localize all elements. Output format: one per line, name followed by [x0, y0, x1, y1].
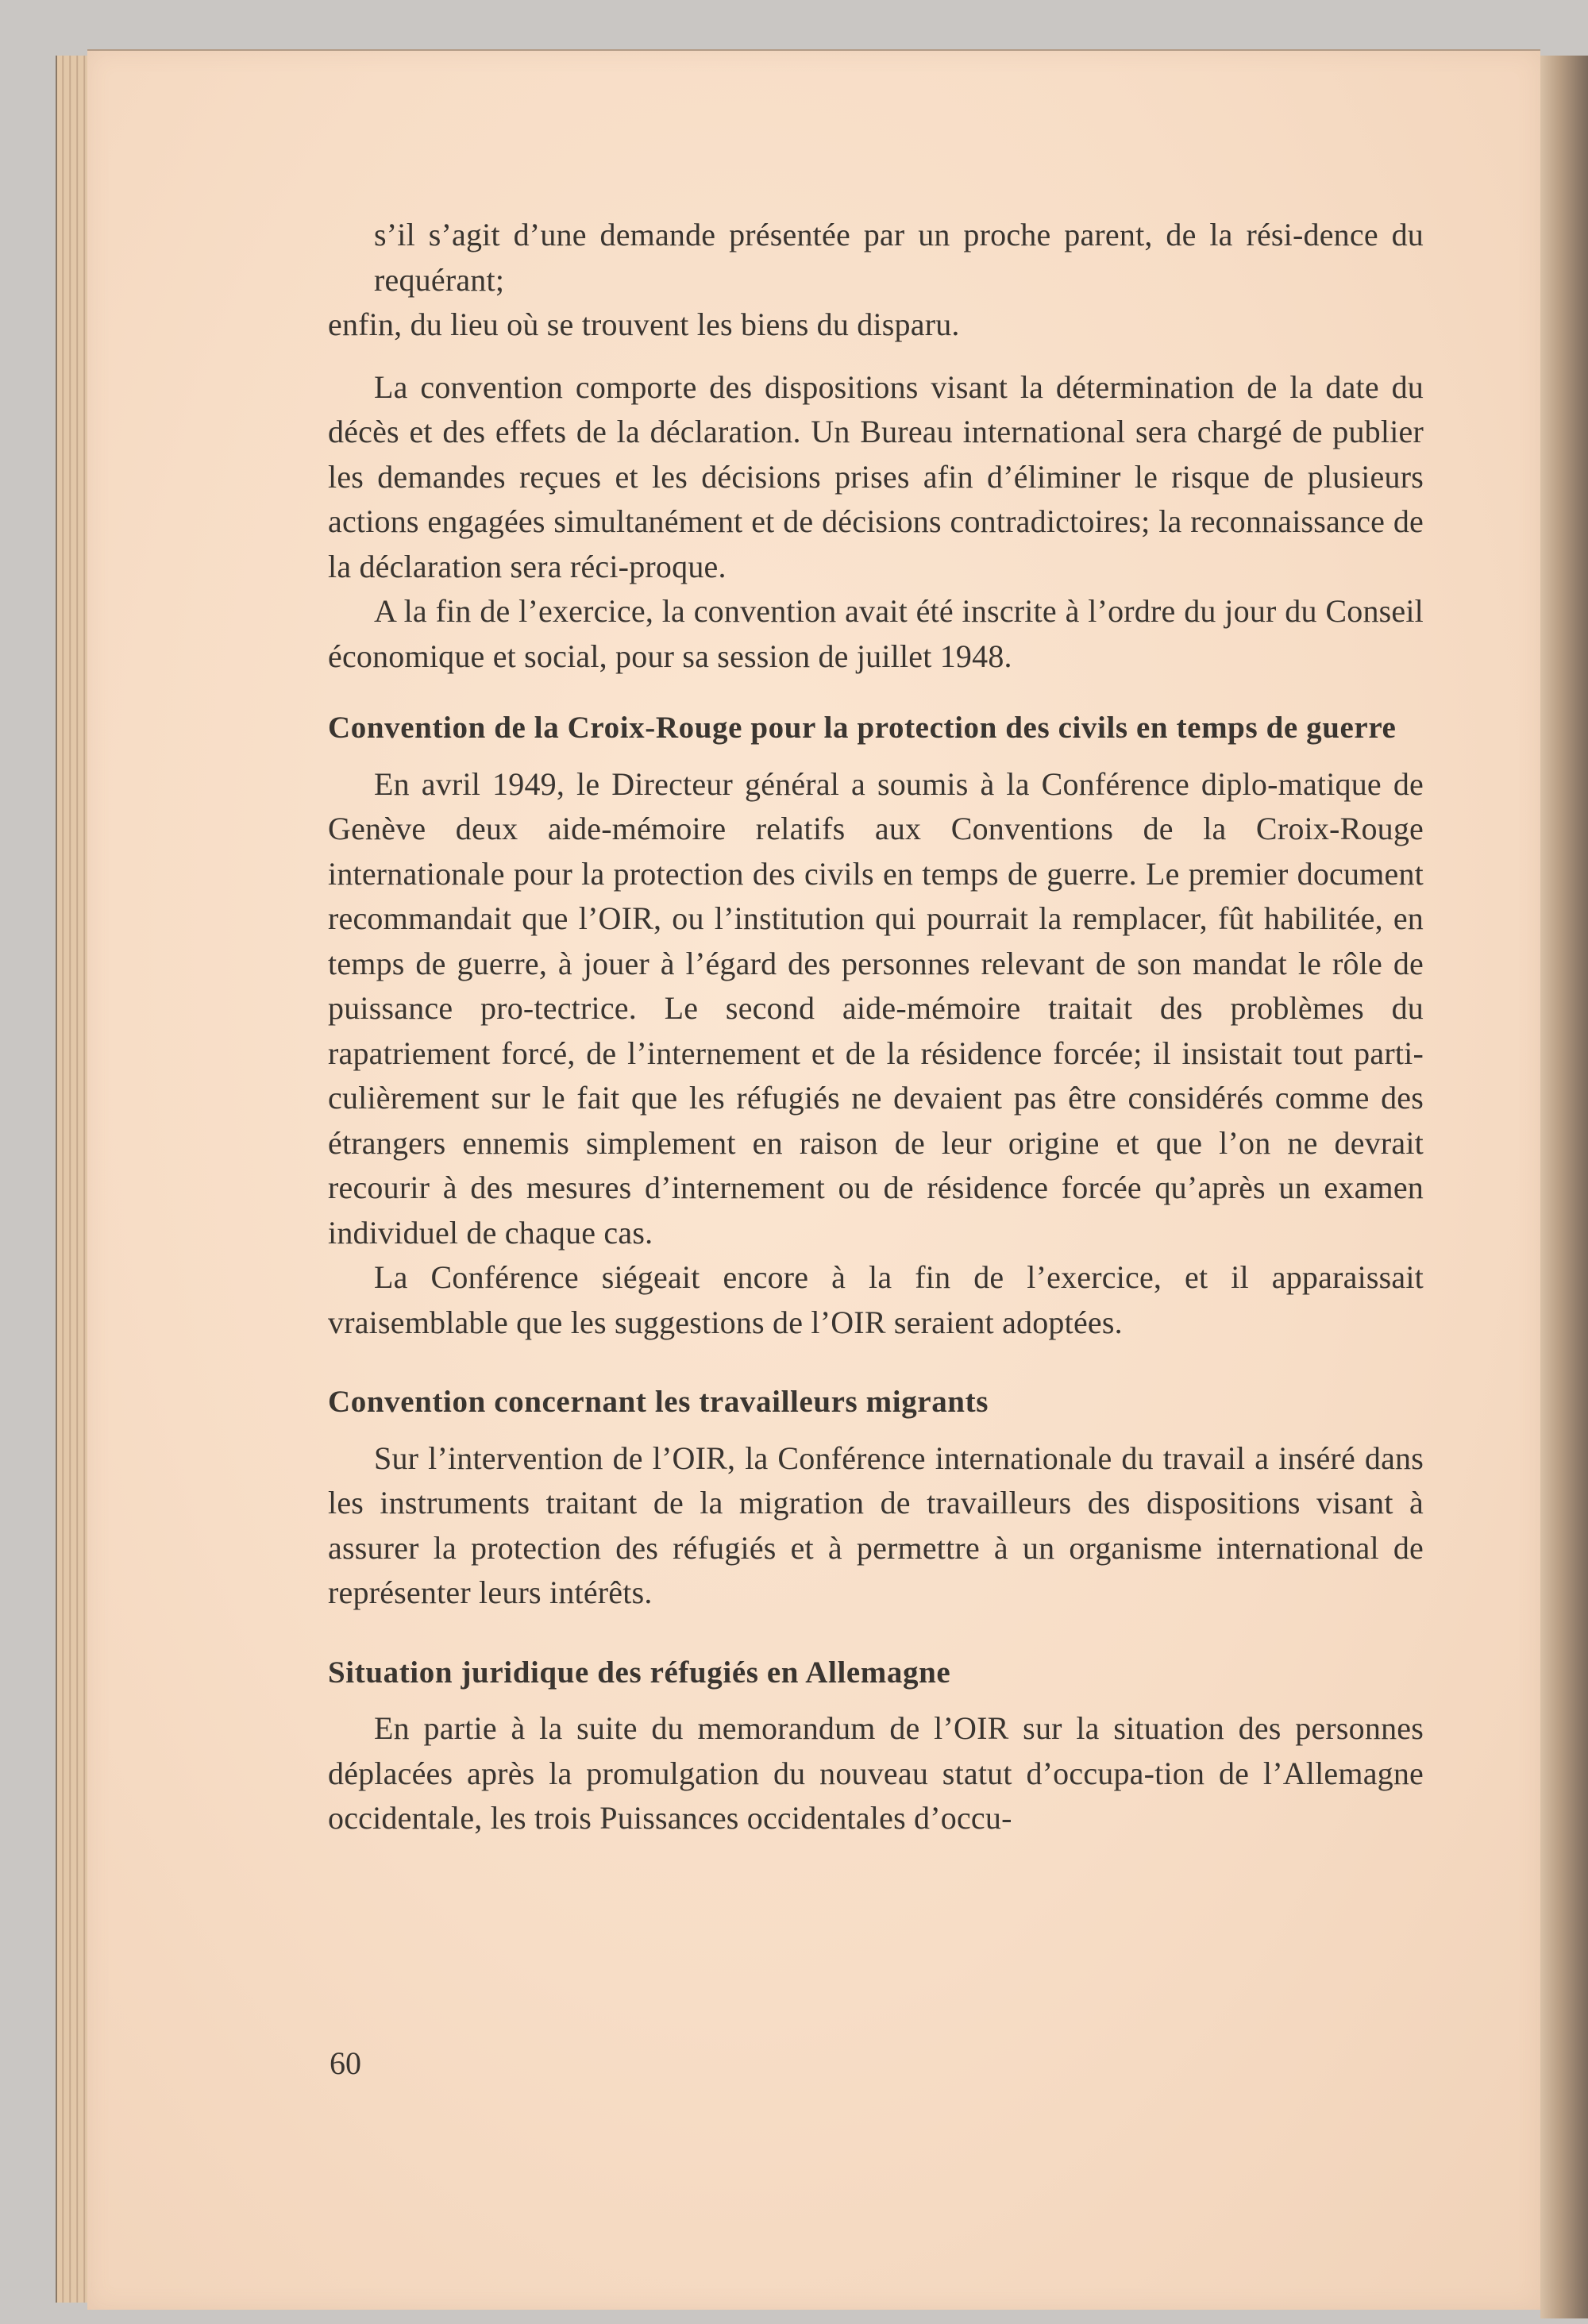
paragraph: Sur l’intervention de l’OIR, la Conférence internationale du travail a inséré dans les instruments traitant de la migration de travailleurs des dispositions visant à assurer la protection des réfugiés et à permettre à un organisme international de représenter leurs intérêts.: [328, 1439, 1424, 1610]
section-heading: Situation juridique des réfugiés en Allemagne: [328, 1655, 951, 1690]
book-gutter: [1540, 56, 1588, 2318]
paragraph: En partie à la suite du memorandum de l’OIR sur la situation des personnes déplacées après la promulgation du nouveau statut d’occupa-tion de l’Allemagne occidentale, les trois Puissances occidentales d’occu-: [328, 1710, 1424, 1836]
paragraph: En avril 1949, le Directeur général a soumis à la Conférence diplo-matique de Genève deux aide-mémoire relatifs aux Conventions de la Croix-Rouge internationale pour la protection des civils en temps de guerre. Le premier document recommandait que l’OIR, ou l’institution qui pourrait la remplacer, fût habilitée, en temps de guerre, à jouer à l’égard des personnes relevant de son mandat le rôle de puissance pro-tectrice. Le second aide-mémoire traitait des problèmes du rapatriement forcé, de l’internement et de la résidence forcée; il insistait tout parti-culièrement sur le fait que les réfugiés ne devaient pas être considérés comme des étrangers ennemis simplement en raison de leur origine et que l’on ne devrait recourir à des mesures d’internement ou de résidence forcée qu’après un examen individuel de chaque cas.: [328, 765, 1424, 1251]
paragraph: A la fin de l’exercice, la convention avait été inscrite à l’ordre du jour du Conseil économique et social, pour sa session de juillet 1948.: [328, 593, 1424, 674]
paragraph: La Conférence siégeait encore à la fin de l’exercice, et il apparaissait vraisemblable que les suggestions de l’OIR seraient adoptées.: [328, 1259, 1424, 1340]
section-heading: Convention concernant les travailleurs migrants: [328, 1385, 989, 1419]
page-text: [328, 213, 1424, 1841]
paragraph: La convention comporte des dispositions visant la détermination de la date du décès et des effets de la déclaration. Un Bureau international sera chargé de publier les demandes reçues et les décisions prises afin d’éliminer le risque de plusieurs actions engagées simultanément et de décisions contradictoires; la reconnaissance de la déclaration sera réci-proque.: [328, 368, 1424, 584]
list-line: s’il s’agit d’une demande présentée par un proche parent, de la rési-dence du requérant;: [374, 217, 1424, 298]
section-heading: Convention de la Croix-Rouge pour la protection des civils en temps de guerre: [328, 711, 1397, 745]
list-line: enfin, du lieu où se trouvent les biens du disparu.: [328, 306, 960, 342]
page-number: 60: [330, 2045, 361, 2081]
